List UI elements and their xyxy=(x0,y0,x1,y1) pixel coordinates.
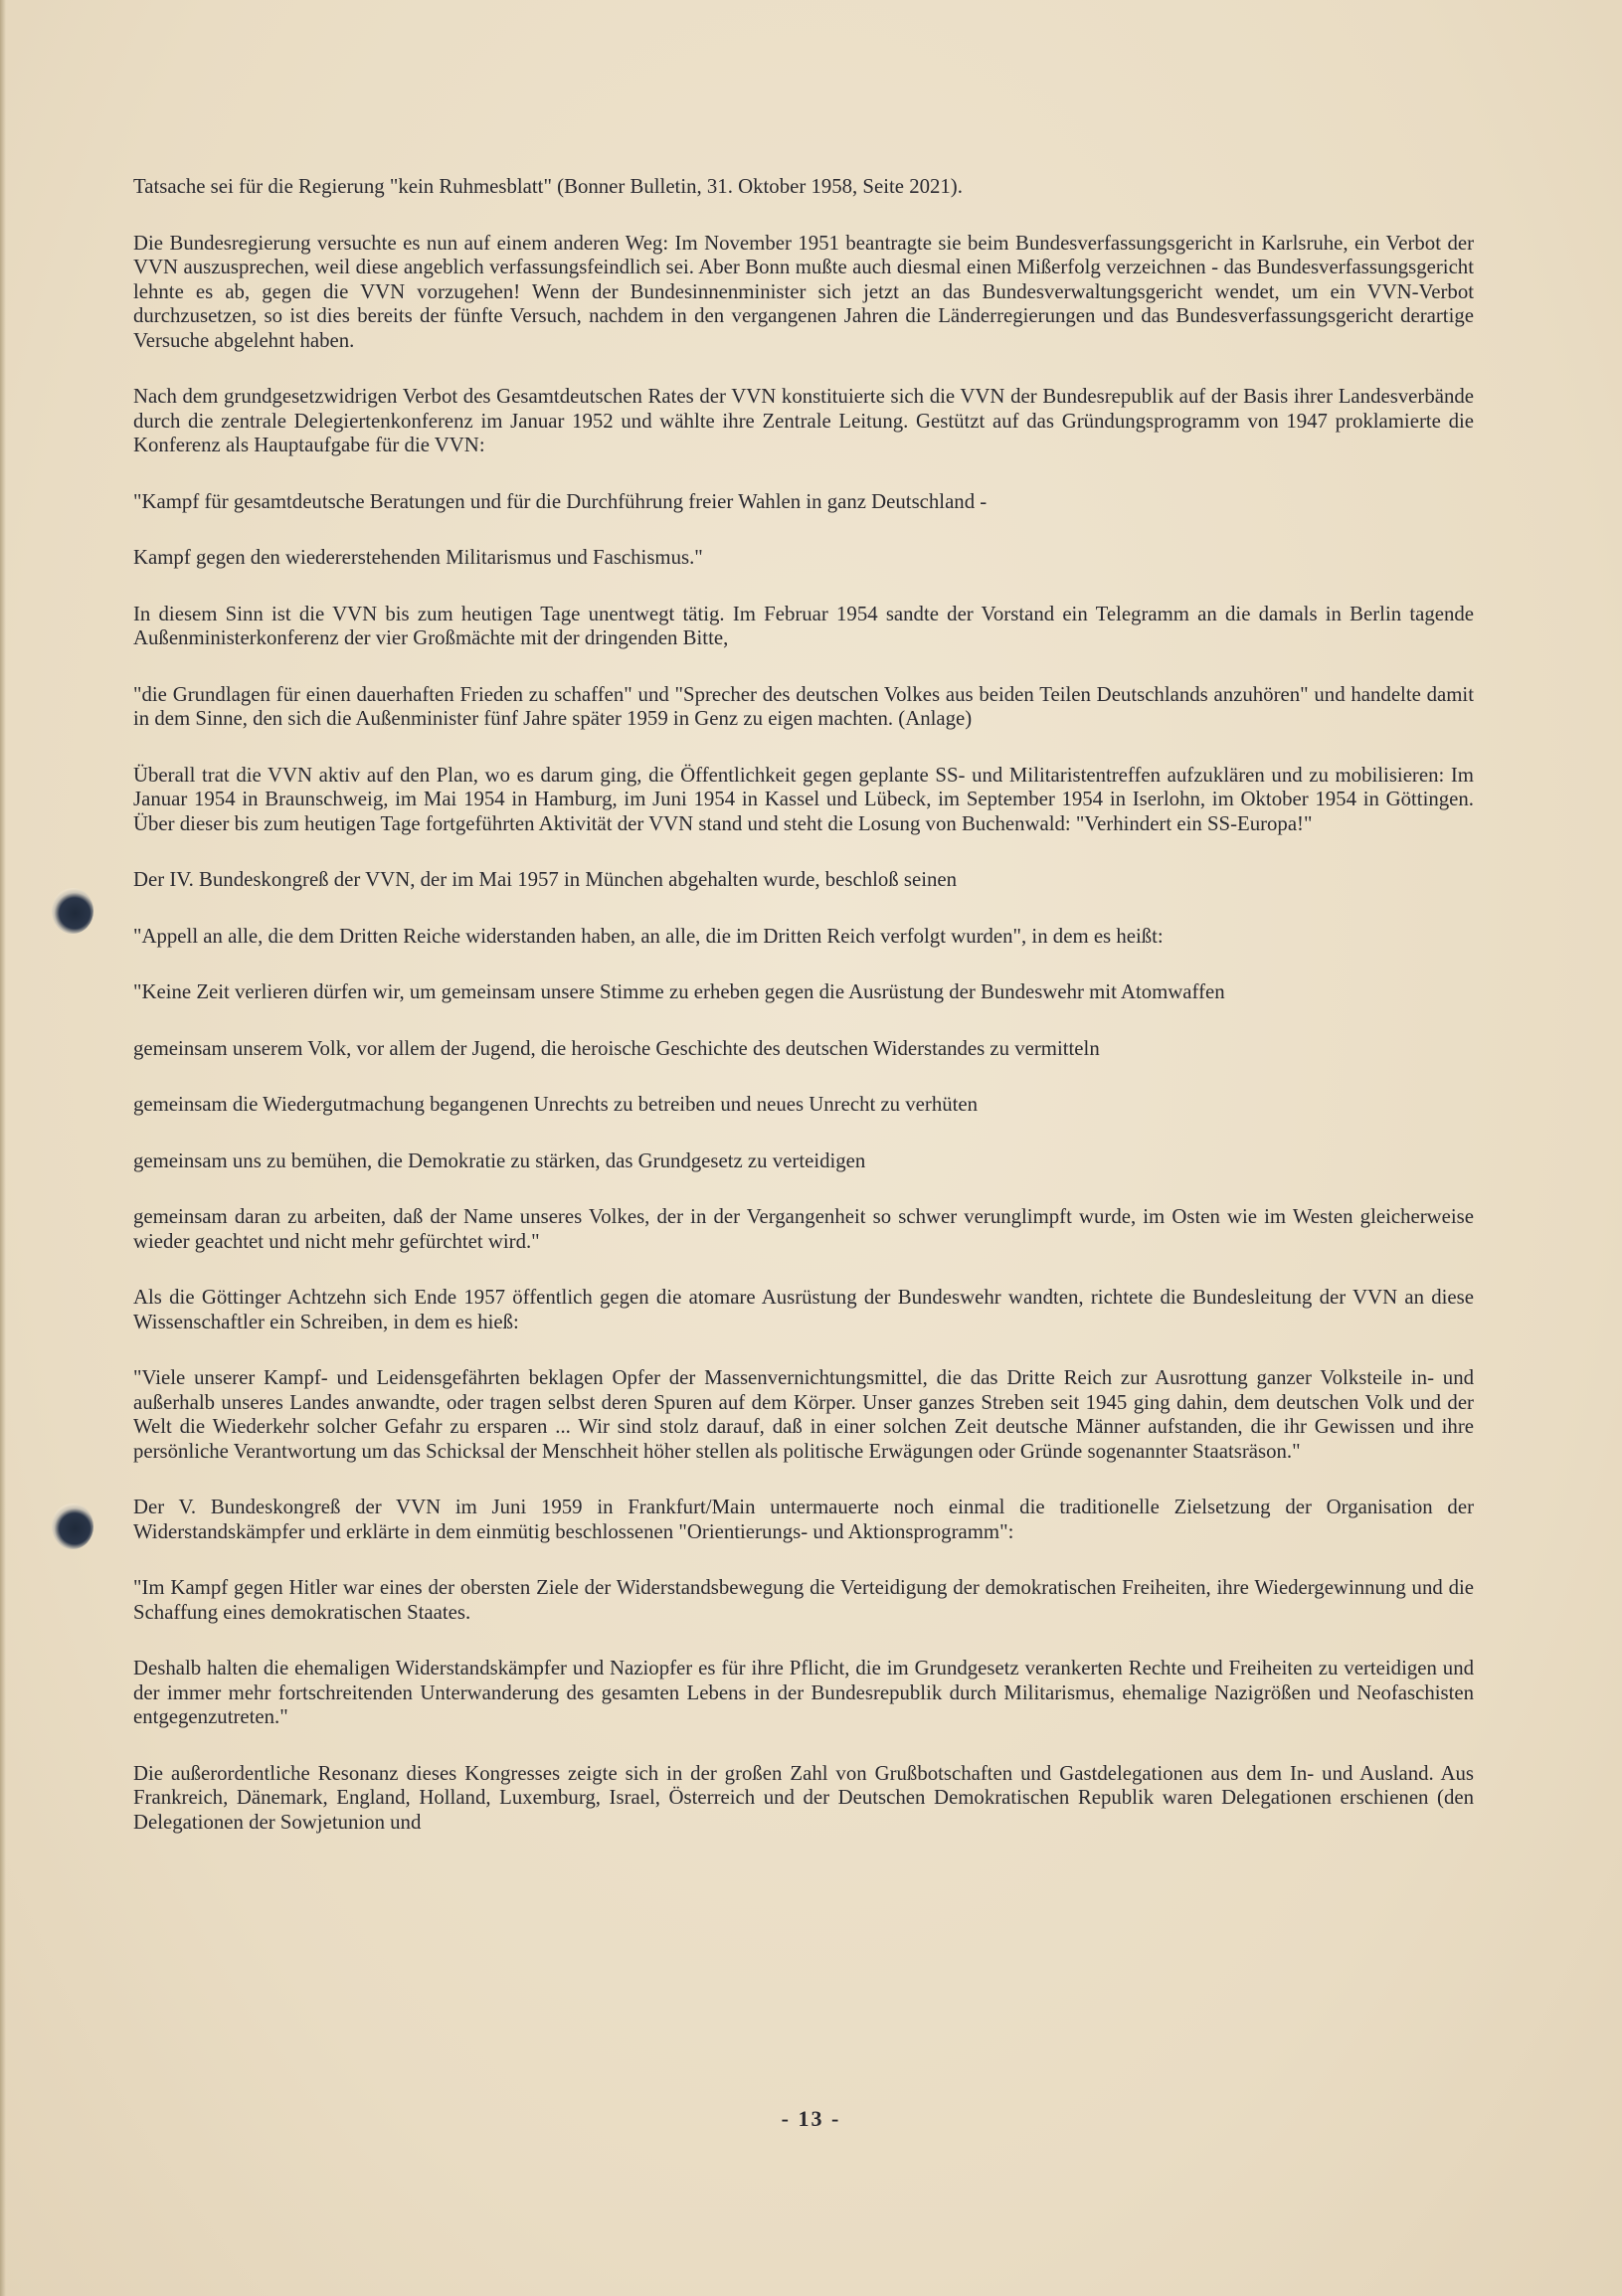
body-text xyxy=(133,175,1474,1835)
quote-paragraph: gemeinsam uns zu bemühen, die Demokratie zu stärken, das Grundgesetz zu verteidigen xyxy=(133,1148,866,1172)
paragraph: Nach dem grundgesetzwidrigen Verbot des Gesamtdeutschen Rates der VVN konstituierte sich die VVN der Bundesrepublik auf der Basis ihrer Landesverbände durch die zentrale Delegiertenkonferenz im Januar 1952 und wählte ihre Zentrale Leitung. Gestützt auf das Gründungsprogramm von 1947 proklamierte die Konferenz als Hauptaufgabe für die VVN: xyxy=(133,385,1474,456)
paragraph: Der V. Bundeskongreß der VVN im Juni 1959 in Frankfurt/Main untermauerte noch einmal die traditionelle Zielsetzung der Organisation der Widerstandskämpfer und erklärte in dem einmütig beschlossenen "Orientierungs- und Aktionsprogramm": xyxy=(133,1496,1474,1543)
quote-paragraph: "Im Kampf gegen Hitler war eines der obersten Ziele der Widerstandsbewegung die Verteidigung der demokratischen Freiheiten, ihre Wiedergewinnung und die Schaffung eines demokratischen Staates. xyxy=(133,1576,1474,1624)
quote-paragraph: "Keine Zeit verlieren dürfen wir, um gemeinsam unsere Stimme zu erheben gegen die Ausrüstung der Bundeswehr mit Atomwaffen xyxy=(133,980,1225,1003)
quote-paragraph: "Appell an alle, die dem Dritten Reiche widerstanden haben, an alle, die im Dritten Reich verfolgt wurden", in dem es heißt: xyxy=(133,924,1164,948)
page-number: - 13 - xyxy=(781,2106,841,2131)
punch-hole xyxy=(52,888,93,934)
page-edge-shadow xyxy=(0,0,6,2296)
quote-paragraph: gemeinsam unserem Volk, vor allem der Jugend, die heroische Geschichte des deutschen Widerstandes zu vermitteln xyxy=(133,1036,1100,1060)
paragraph: Als die Göttinger Achtzehn sich Ende 1957 öffentlich gegen die atomare Ausrüstung der Bundeswehr wandten, richtete die Bundesleitung der VVN an diese Wissenschaftler ein Schreiben, in dem es hieß: xyxy=(133,1286,1474,1333)
quote-paragraph: "Viele unserer Kampf- und Leidensgefährten beklagen Opfer der Massenvernichtungsmittel, die das Dritte Reich zur Ausrottung ganzer Volksteile in- und außerhalb unseres Landes anwandte, oder tragen selbst deren Spuren auf dem Körper. Unser ganzes Streben seit 1945 ging dahin, dem deutschen Volk und der Welt die Wiederkehr solcher Gefahr zu ersparen ... Wir sind stolz darauf, daß in einer solchen Zeit deutsche Männer aufstanden, die ihr Gewissen und ihre persönliche Verantwortung um das Schicksal der Menschheit höher stellen als politische Erwägungen oder Gründe sogenannter Staatsräson." xyxy=(133,1366,1474,1463)
quote-paragraph: gemeinsam daran zu arbeiten, daß der Name unseres Volkes, der in der Vergangenheit so schwer verunglimpft wurde, im Osten wie im Westen gleicherweise wieder geachtet und nicht mehr gefürchtet wird." xyxy=(133,1205,1474,1253)
paragraph: Der IV. Bundeskongreß der VVN, der im Mai 1957 in München abgehalten wurde, beschloß seinen xyxy=(133,868,958,891)
quote-paragraph: Deshalb halten die ehemaligen Widerstandskämpfer und Naziopfer es für ihre Pflicht, die im Grundgesetz verankerten Rechte und Freiheiten zu verteidigen und der immer mehr fortschreitenden Unterwanderung des gesamten Lebens in der Bundesrepublik durch Militarismus, ehemalige Nazigrößen und Neofaschisten entgegenzutreten." xyxy=(133,1657,1474,1728)
punch-hole xyxy=(52,1503,93,1549)
quote-paragraph: Kampf gegen den wiedererstehenden Militarismus und Faschismus." xyxy=(133,546,703,569)
paragraph: Überall trat die VVN aktiv auf den Plan, wo es darum ging, die Öffentlichkeit gegen geplante SS- und Militaristentreffen aufzuklären und zu mobilisieren: Im Januar 1954 in Braunschweig, im Mai 1954 in Hamburg, im Juni 1954 in Kassel und Lübeck, im September 1954 in Iserlohn, im Oktober 1954 in Göttingen. Über dieser bis zum heutigen Tage fortgeführten Aktivität der VVN stand und steht die Losung von Buchenwald: "Verhindert ein SS-Europa!" xyxy=(133,763,1474,835)
quote-paragraph: "Kampf für gesamtdeutsche Beratungen und für die Durchführung freier Wahlen in ganz Deutschland - xyxy=(133,489,988,513)
quote-paragraph: "die Grundlagen für einen dauerhaften Frieden zu schaffen" und "Sprecher des deutschen Volkes aus beiden Teilen Deutschlands anzuhören" und handelte damit in dem Sinne, den sich die Außenminister fünf Jahre später 1959 in Genz zu eigen machten. (Anlage) xyxy=(133,682,1474,730)
quote-paragraph: gemeinsam die Wiedergutmachung begangenen Unrechts zu betreiben und neues Unrecht zu verhüten xyxy=(133,1093,979,1116)
paragraph: In diesem Sinn ist die VVN bis zum heutigen Tage unentwegt tätig. Im Februar 1954 sandte der Vorstand ein Telegramm an die damals in Berlin tagende Außenministerkonferenz der vier Großmächte mit der dringenden Bitte, xyxy=(133,602,1474,649)
paragraph: Die Bundesregierung versuchte es nun auf einem anderen Weg: Im November 1951 beantragte sie beim Bundesverfassungsgericht in Karlsruhe, ein Verbot der VVN auszusprechen, weil diese angeblich verfassungsfeindlich sei. Aber Bonn mußte auch diesmal einen Mißerfolg verzeichnen - das Bundesverfassungsgericht lehnte es ab, gegen die VVN vorzugehen! Wenn der Bundesinnenminister sich jetzt an das Bundesverwaltungsgericht wendet, um ein VVN-Verbot durchzusetzen, so ist dies bereits der fünfte Versuch, nachdem in den vergangenen Jahren die Länderregierungen und das Bundesverfassungsgericht derartige Versuche abgelehnt haben. xyxy=(133,231,1474,352)
paragraph: Tatsache sei für die Regierung "kein Ruhmesblatt" (Bonner Bulletin, 31. Oktober 1958, Seite 2021). xyxy=(133,175,963,198)
paragraph: Die außerordentliche Resonanz dieses Kongresses zeigte sich in der großen Zahl von Grußbotschaften und Gastdelegationen aus dem In- und Ausland. Aus Frankreich, Dänemark, England, Holland, Luxemburg, Israel, Österreich und der Deutschen Demokratischen Republik waren Delegationen erschienen (den Delegationen der Sowjetunion und xyxy=(133,1761,1474,1834)
